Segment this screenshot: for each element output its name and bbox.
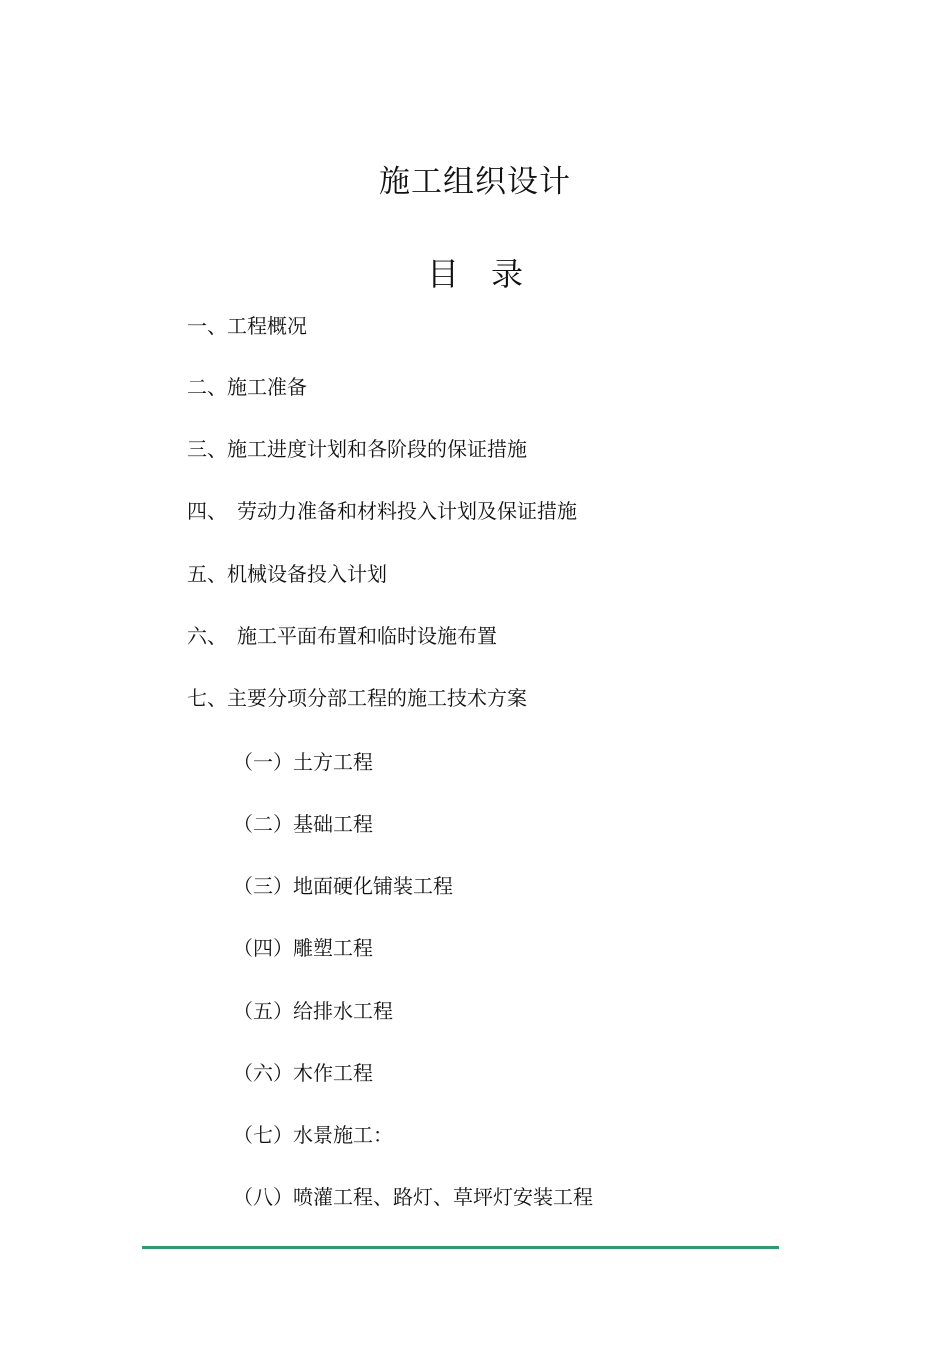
footer-divider: [142, 1246, 779, 1249]
toc-entry-6: 六、 施工平面布置和临时设施布置: [187, 624, 497, 648]
toc-entry-4: 四、 劳动力准备和材料投入计划及保证措施: [187, 499, 577, 523]
toc-entry-1: 一、工程概况: [187, 314, 307, 338]
toc-subentry-8: （八）喷灌工程、路灯、草坪灯安装工程: [233, 1185, 593, 1209]
toc-subentry-3: （三）地面硬化铺装工程: [233, 874, 453, 898]
toc-subentry-7: （七）水景施工：: [233, 1123, 393, 1147]
toc-entry-3: 三、施工进度计划和各阶段的保证措施: [187, 437, 527, 461]
toc-subentry-2: （二）基础工程: [233, 812, 373, 836]
toc-subentry-6: （六）木作工程: [233, 1061, 373, 1085]
toc-subentry-4: （四）雕塑工程: [233, 936, 373, 960]
toc-entry-2: 二、施工准备: [187, 375, 307, 399]
toc-entry-5: 五、机械设备投入计划: [187, 562, 387, 586]
toc-heading: 目 录: [426, 255, 523, 293]
toc-subentry-5: （五）给排水工程: [233, 999, 393, 1023]
document-title: 施工组织设计: [379, 164, 571, 200]
toc-entry-7: 七、主要分项分部工程的施工技术方案: [187, 686, 527, 710]
toc-subentry-1: （一）土方工程: [233, 750, 373, 774]
